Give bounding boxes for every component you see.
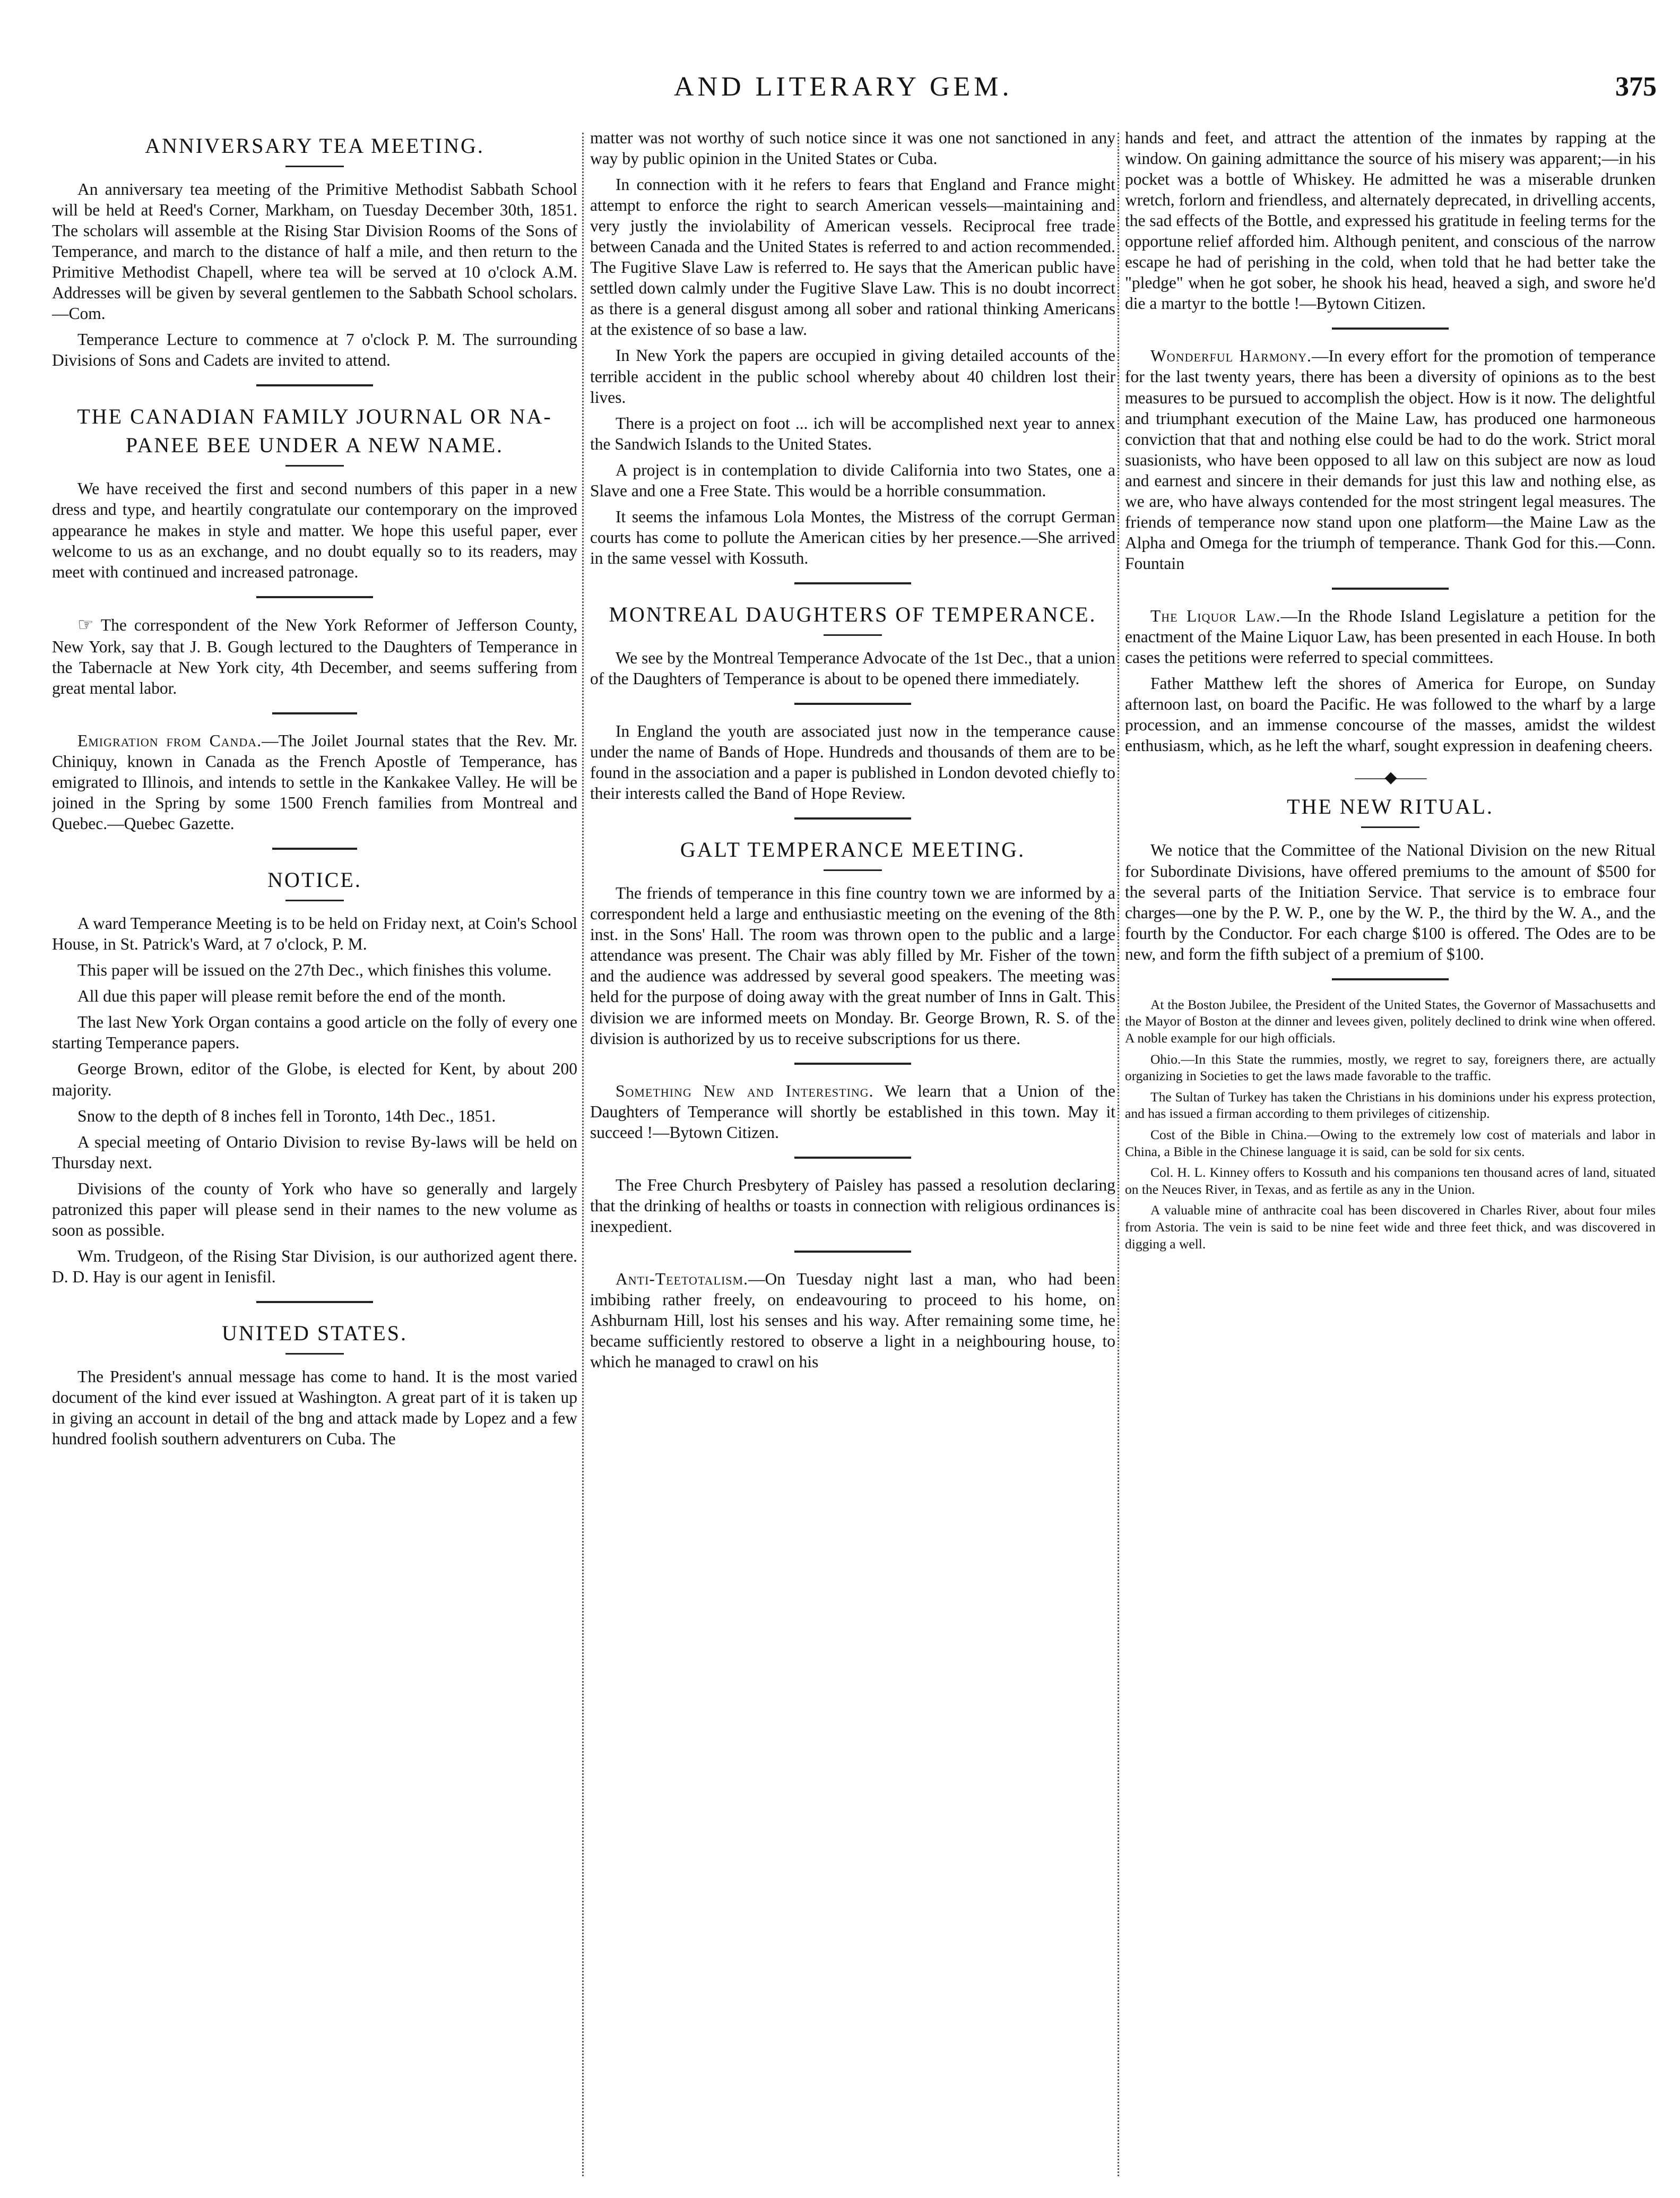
article-paragraph: Temperance Lecture to commence at 7 o'clock P. M. The surrounding Divisions of Sons and Cadets are invited to attend.: [52, 330, 577, 370]
article-paragraph: The friends of temperance in this fine country town we are informed by a correspondent held a large and enthusiastic meeting on the evening of the 8th inst. in the Sons' Hall. The room was thrown open to the public and a large attendance was present. The Chair was ably filled by Mr. Fisher of the town and the audience was addressed by several good speakers. The meeting was held for the purpose of doing away with the great number of Inns in Galt. This division we are informed meets on Monday. Br. George Brown, R. S. of the division is authorized by us to receive subscriptions for us there.: [590, 884, 1115, 1048]
item-text: We learn that a Union of the Daughters of Temperance will shortly be established in this town. May it succeed !—Bytown Citizen.: [590, 1081, 1115, 1142]
harmony-item: [1125, 346, 1656, 574]
notice-paragraph: All due this paper will please remit before the end of the month.: [77, 987, 506, 1006]
heading-dash: [1361, 826, 1419, 828]
pointing-hand-icon: ☞: [77, 615, 94, 635]
article-paragraph: matter was not worthy of such notice since it was one not sanctioned in any way by public opinion in the United States or Cuba.: [590, 128, 1115, 168]
article-paragraph: The Free Church Presbytery of Paisley has passed a resolution declaring that the drinking of healths or toasts in connection with religious ordinances is inexpedient.: [590, 1175, 1115, 1236]
item-text: —On Tuesday night last a man, who had been imbibing rather freely, on endeavouring to proceed to his home, on Ashburnam Hill, lost his senses and his way. After remaining some time, he became sufficiently restored to observe a light in a neighbouring house, to which he managed to crawl on his: [590, 1269, 1115, 1372]
small-item: At the Boston Jubilee, the President of the United States, the Governor of Massachusetts and the Mayor of Boston at the dinner and levees given, politely declined to drink wine when offered. A noble example for our high officials.: [1125, 996, 1656, 1046]
section-separator: [794, 1063, 911, 1065]
section-separator: [256, 596, 373, 598]
small-item: A valuable mine of anthracite coal has been discovered in Charles River, about four miles from Astoria. The vein is said to be nine feet wide and three feet thick, and was discovered in digging a well.: [1125, 1202, 1656, 1252]
heading-dash: [824, 634, 882, 636]
section-separator: [794, 1251, 911, 1253]
small-item: Cost of the Bible in China.—Owing to the extremely low cost of materials and labor in China, a Bible in the Chinese language it is said, can be sold for six cents.: [1125, 1127, 1656, 1159]
notice-paragraph: Snow to the depth of 8 inches fell in Toronto, 14th Dec., 1851.: [77, 1106, 496, 1125]
article-paragraph: It seems the infamous Lola Montes, the Mistress of the corrupt German courts has come to pollute the American cities by her presence.—She arrived in the same vessel with Kossuth.: [590, 507, 1115, 567]
article-paragraph: We notice that the Committee of the National Division on the new Ritual for Subordinate Divisions, have offered premiums to the amount of $500 for the several parts of the Initiation Service. That service is to embrace four charges—one by the P. W. P., one by the W. P., the third by the W. A., and the fourth by the Conductor. For each charge $100 is offered. The Odes are to be new, and form the fifth subject of a premium of $100.: [1125, 841, 1656, 963]
column-right: [1125, 127, 1656, 2182]
heading-anniversary: ANNIVERSARY TEA MEETING.: [145, 134, 484, 158]
item-lead: The Liquor Law.: [1150, 606, 1281, 625]
notice-paragraph: George Brown, editor of the Globe, is elected for Kent, by about 200 majority.: [52, 1059, 577, 1099]
heading-canadian-journal: THE CANADIAN FAMILY JOURNAL OR NA-PANEE BEE UNDER A NEW NAME.: [77, 404, 552, 458]
article-paragraph: Father Matthew left the shores of America for Europe, on Sunday afternoon last, on board the Pacific. He was followed to the wharf by a large procession, and an immense concourse of the masses, amidst the wildest enthusiasm, which, as he left the wharf, sought expression in deafening cheers.: [1125, 674, 1656, 755]
article-paragraph: hands and feet, and attract the attention of the inmates by rapping at the window. On gaining admittance the source of his misery was apparent;—in his pocket was a bottle of Whiskey. He admitted he was a miserable drunken wretch, forlorn and friendless, and alternately deprecated, in drivelling accents, the sad effects of the Bottle, and expressed his gratitude in feeling terms for the opportune relief afforded him. Although penitent, and conscious of the narrow escape he had of perishing in the cold, when told that he had better take the "pledge" when he got sober, he shook his head, heaved a sigh, and swore he'd die a martyr to the bottle !—Bytown Citizen.: [1125, 128, 1656, 313]
article-paragraph: We have received the first and second numbers of this paper in a new dress and type, and heartily congratulate our contemporary on the improved appearance he makes in style and matter. We hope this useful paper, ever welcome to us as an exchange, and no doubt equally so to its readers, may meet with continued and increased patronage.: [52, 479, 577, 581]
notice-paragraph: Wm. Trudgeon, of the Rising Star Division, is our authorized agent there. D. D. Hay is our agent in Ienisfil.: [52, 1246, 577, 1286]
column-middle: [590, 127, 1115, 2182]
article-paragraph: There is a project on foot ... ich will be accomplished next year to annex the Sandwich Islands to the United States.: [590, 413, 1115, 453]
section-separator: [794, 1157, 911, 1159]
something-new-item: [590, 1081, 1115, 1143]
small-item: Col. H. L. Kinney offers to Kossuth and his companions ten thousand acres of land, situated on the Neuces River, in Texas, and as fertile as any in the Union.: [1125, 1165, 1656, 1197]
item-lead: Something New and Interesting.: [616, 1081, 874, 1100]
notice-paragraph: A special meeting of Ontario Division to revise By-laws will be held on Thursday next.: [52, 1132, 577, 1172]
item-lead: Wonderful Harmony.: [1150, 347, 1312, 366]
heading-montreal-daughters: MONTREAL DAUGHTERS OF TEMPERANCE.: [609, 602, 1097, 626]
notice-paragraph: A ward Temperance Meeting is to be held on Friday next, at Coin's School House, in St. Patrick's Ward, at 7 o'clock, P. M.: [52, 914, 577, 954]
column-rule-right: [1118, 133, 1119, 2176]
section-separator: [256, 1301, 373, 1303]
correspondent-item: [52, 614, 577, 699]
running-head: AND LITERARY GEM.: [674, 72, 1013, 102]
section-separator: [272, 712, 357, 714]
ornament-divider: ——◆——: [1355, 769, 1426, 787]
section-separator: [1332, 327, 1449, 330]
notice-paragraph: The last New York Organ contains a good article on the folly of every one starting Temperance papers.: [52, 1013, 577, 1053]
correspondent-text: The correspondent of the New York Reformer of Jefferson County, New York, say that J. B. Gough lectured to the Daughters of Temperance in the Tabernacle at New York city, 4th December, and seems suffering from great mental labor.: [52, 615, 577, 697]
section-separator: [794, 817, 911, 820]
heading-dash: [824, 869, 882, 871]
article-paragraph: The President's annual message has come to hand. It is the most varied document of the kind ever issued at Washington. A great part of it is taken up in giving an account in detail of the bng and attack made by Lopez and a few hundred foolish southern adventurers on Cuba. The: [52, 1367, 577, 1449]
item-text: —In every effort for the promotion of temperance for the last twenty years, there has been a diversity of opinions as to the best measures to be pursued to accomplish the object. How is it now. The delightful and triumphant execution of the Maine Law, has produced one harmoneous conviction that that and nothing else could be had to do the work. Strict moral suasionists, who have been opposed to all law on this subject are now as loud and earnest and sincere in their demands for just this law and nothing else, as we are, who have always contended for the most stringent legal measures. The friends of temperance now stand upon one platform—the Maine Law as the Alpha and Omega for the triumph of temperance. Thank God for this.—Conn. Fountain: [1125, 347, 1656, 573]
section-separator: [272, 848, 357, 850]
article-paragraph: We see by the Montreal Temperance Advocate of the 1st Dec., that a union of the Daughters of Temperance is about to be opened there immediately.: [590, 648, 1115, 688]
article-paragraph: In England the youth are associated just now in the temperance cause under the name of Bands of Hope. Hundreds and thousands of them are to be found in the association and a paper is published in London devoted chiefly to their interests called the Band of Hope Review.: [590, 722, 1115, 803]
heading-united-states: UNITED STATES.: [222, 1321, 408, 1345]
page-number: 375: [1615, 72, 1657, 102]
section-separator: [1332, 588, 1449, 590]
section-separator: [794, 582, 911, 584]
small-items: [1125, 996, 1656, 1253]
item-text: —In the Rhode Island Legislature a petition for the enactment of the Maine Liquor Law, has been presented in each House. In both cases the petitions were referred to special committees.: [1125, 606, 1656, 667]
item-text: —The Joilet Journal states that the Rev. Mr. Chiniquy, known in Canada as the French Apostle of Temperance, has emigrated to Illinois, and intends to settle in the Kankakee Valley. He will be joined in the Spring by some 1500 French families from Montreal and Quebec.—Quebec Gazette.: [52, 731, 577, 833]
heading-notice: NOTICE.: [267, 868, 362, 892]
column-left: [52, 127, 577, 2182]
heading-dash: [285, 1353, 344, 1355]
heading-galt-meeting: GALT TEMPERANCE MEETING.: [680, 838, 1026, 862]
article-paragraph: An anniversary tea meeting of the Primitive Methodist Sabbath School will be held at Reed's Corner, Markham, on Tuesday December 30th, 1851. The scholars will assemble at the Rising Star Division Rooms of the Sons of Temperance, and march to the distance of half a mile, and then return to the Primitive Methodist Chapell, where tea will be served at 10 o'clock A.M. Addresses will be given by several gentlemen to the Sabbath School scholars.—Com.: [52, 180, 577, 323]
heading-dash: [285, 900, 344, 901]
small-item: Ohio.—In this State the rummies, mostly, we regret to say, foreigners there, are actually organizing in Societies to get the laws made favorable to the traffic.: [1125, 1051, 1656, 1084]
anti-teetotalism-item: [590, 1269, 1115, 1372]
item-lead: Anti-Teetotalism.: [616, 1269, 748, 1288]
notice-paragraph: This paper will be issued on the 27th Dec., which finishes this volume.: [77, 961, 552, 980]
section-separator: [1332, 978, 1449, 980]
heading-dash: [285, 166, 344, 167]
section-separator: [794, 703, 911, 705]
column-rule-left: [582, 133, 584, 2176]
section-separator: [256, 384, 373, 386]
heading-new-ritual: THE NEW RITUAL.: [1287, 795, 1494, 819]
article-paragraph: A project is in contemplation to divide California into two States, one a Slave and one a Free State. This would be a horrible consummation.: [590, 460, 1115, 500]
emigration-item: [52, 730, 577, 834]
item-lead: Emigration from Canda.: [77, 731, 262, 750]
article-paragraph: In connection with it he refers to fears that England and France might attempt to enforce the right to search American vessels—maintaining and very justly the inviolability of American vessels. Reciprocal free trade between Canada and the United States is referred to and action recommended. The Fugitive Slave Law is referred to. He says that the American public have settled down calmly under the Fugitive Slave Law. This is no doubt incorrect as there is a general disgust among all sober and rational thinking Americans at the existence of so base a law.: [590, 175, 1115, 339]
small-item: The Sultan of Turkey has taken the Christians in his dominions under his express protection, and has issued a firman according to them privileges of citizenship.: [1125, 1089, 1656, 1122]
article-paragraph: In New York the papers are occupied in giving detailed accounts of the terrible accident in the public school whereby about 40 children lost their lives.: [590, 346, 1115, 407]
heading-dash: [285, 465, 344, 467]
notice-paragraph: Divisions of the county of York who have so generally and largely patronized this paper will please send in their names to the new volume as soon as possible.: [52, 1179, 577, 1239]
liquor-law-item: [1125, 606, 1656, 668]
